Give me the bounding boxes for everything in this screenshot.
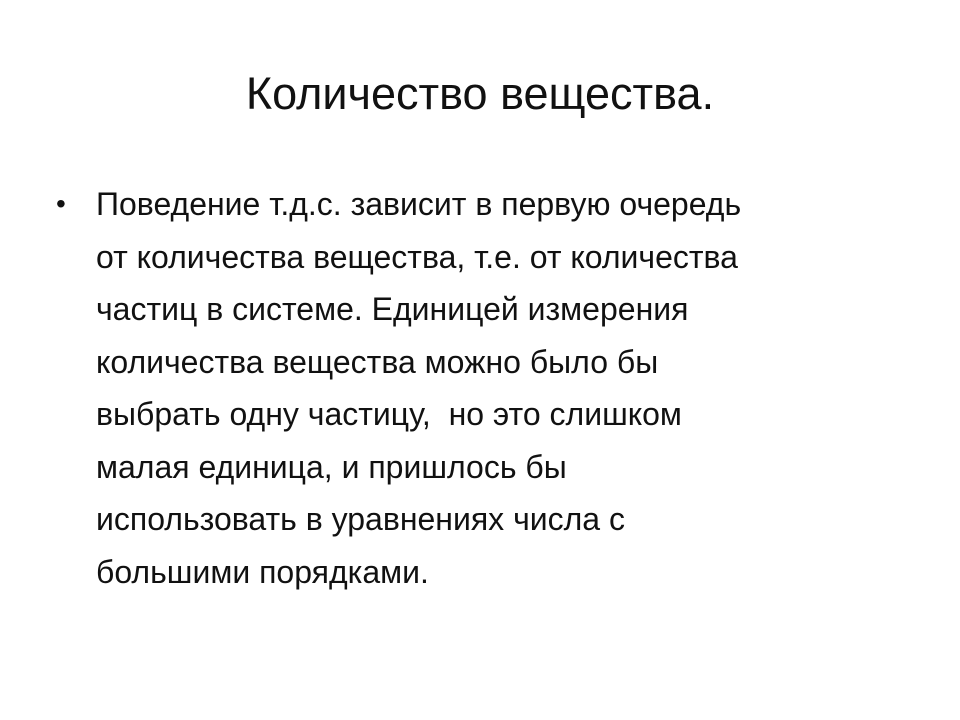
bullet-line-4: количества вещества можно было бы (96, 343, 659, 380)
bullet-line-1: Поведение т.д.с. зависит в первую очередь (96, 186, 742, 222)
bullet-item (56, 178, 916, 598)
bullet-line-6: малая единица, и пришлось бы (96, 448, 567, 485)
bullet-line-7: использовать в уравнениях числа с (96, 501, 625, 537)
bullet-text (96, 178, 916, 598)
slide-title: Количество вещества. (245, 68, 715, 119)
bullet-icon: • (56, 188, 66, 219)
bullet-line-5: выбрать одну частицу, но это слишком (96, 396, 682, 432)
bullet-line-8: большими порядками. (96, 553, 429, 590)
bullet-line-2: от количества вещества, т.е. от количества (96, 238, 738, 275)
bullet-line-3: частиц в системе. Единицей измерения (96, 291, 689, 327)
slide-body (56, 178, 916, 598)
